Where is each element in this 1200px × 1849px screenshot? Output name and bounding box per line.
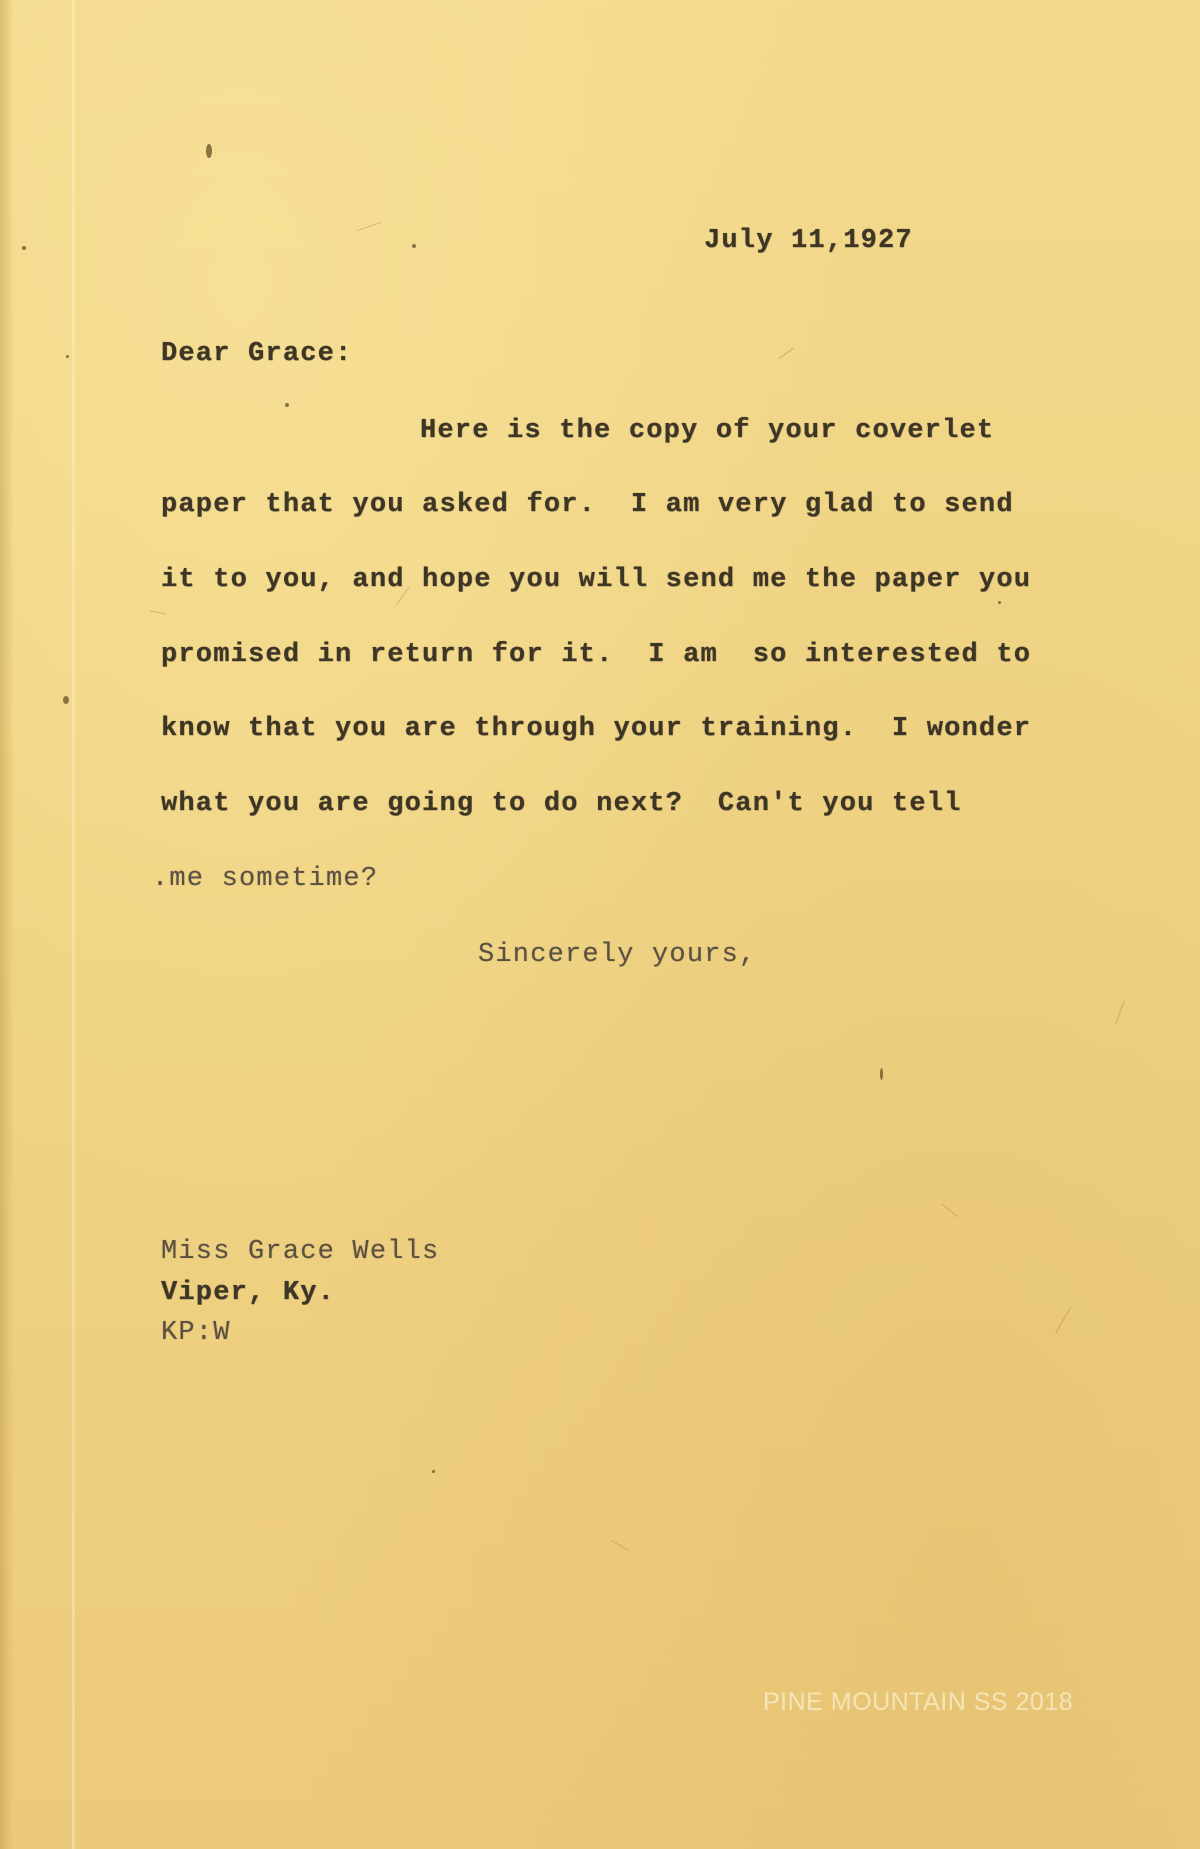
paper-speck bbox=[432, 1470, 435, 1473]
reference-initials: KP:W bbox=[161, 1318, 231, 1348]
paper-fiber bbox=[357, 222, 382, 232]
body-line: know that you are through your training. I wonder bbox=[161, 714, 1032, 744]
paper-speck bbox=[22, 246, 26, 250]
paper-speck bbox=[66, 355, 69, 358]
paper-speck bbox=[63, 696, 69, 704]
body-line: paper that you asked for. I am very glad to send bbox=[161, 490, 1014, 520]
letter-salutation: Dear Grace: bbox=[161, 339, 353, 369]
letter-date: July 11,1927 bbox=[704, 226, 913, 256]
paper-fiber bbox=[611, 1540, 629, 1551]
paper-speck bbox=[285, 403, 289, 407]
paper-fiber bbox=[1055, 1307, 1071, 1333]
paper-left-edge bbox=[0, 0, 14, 1849]
letter-closing: Sincerely yours, bbox=[478, 940, 757, 970]
paper-speck bbox=[880, 1068, 883, 1080]
paper-fiber bbox=[150, 611, 166, 615]
recipient-location: Viper, Ky. bbox=[161, 1278, 336, 1308]
body-line: it to you, and hope you will send me the paper you bbox=[161, 565, 1032, 595]
body-line: Here is the copy of your coverlet bbox=[420, 416, 995, 446]
body-line: what you are going to do next? Can't you tell bbox=[161, 789, 962, 819]
paper-fiber bbox=[1115, 1001, 1124, 1024]
paper-speck bbox=[998, 601, 1001, 604]
paper-fold-line bbox=[72, 0, 75, 1849]
paper-fiber bbox=[778, 348, 793, 359]
body-line: promised in return for it. I am so interested to bbox=[161, 640, 1032, 670]
recipient-name: Miss Grace Wells bbox=[161, 1237, 440, 1267]
paper-speck bbox=[412, 244, 416, 248]
archive-watermark: PINE MOUNTAIN SS 2018 bbox=[763, 1688, 1074, 1716]
paper-speck bbox=[206, 144, 212, 158]
body-line: .me sometime? bbox=[152, 864, 379, 894]
paper-fiber bbox=[942, 1204, 958, 1218]
